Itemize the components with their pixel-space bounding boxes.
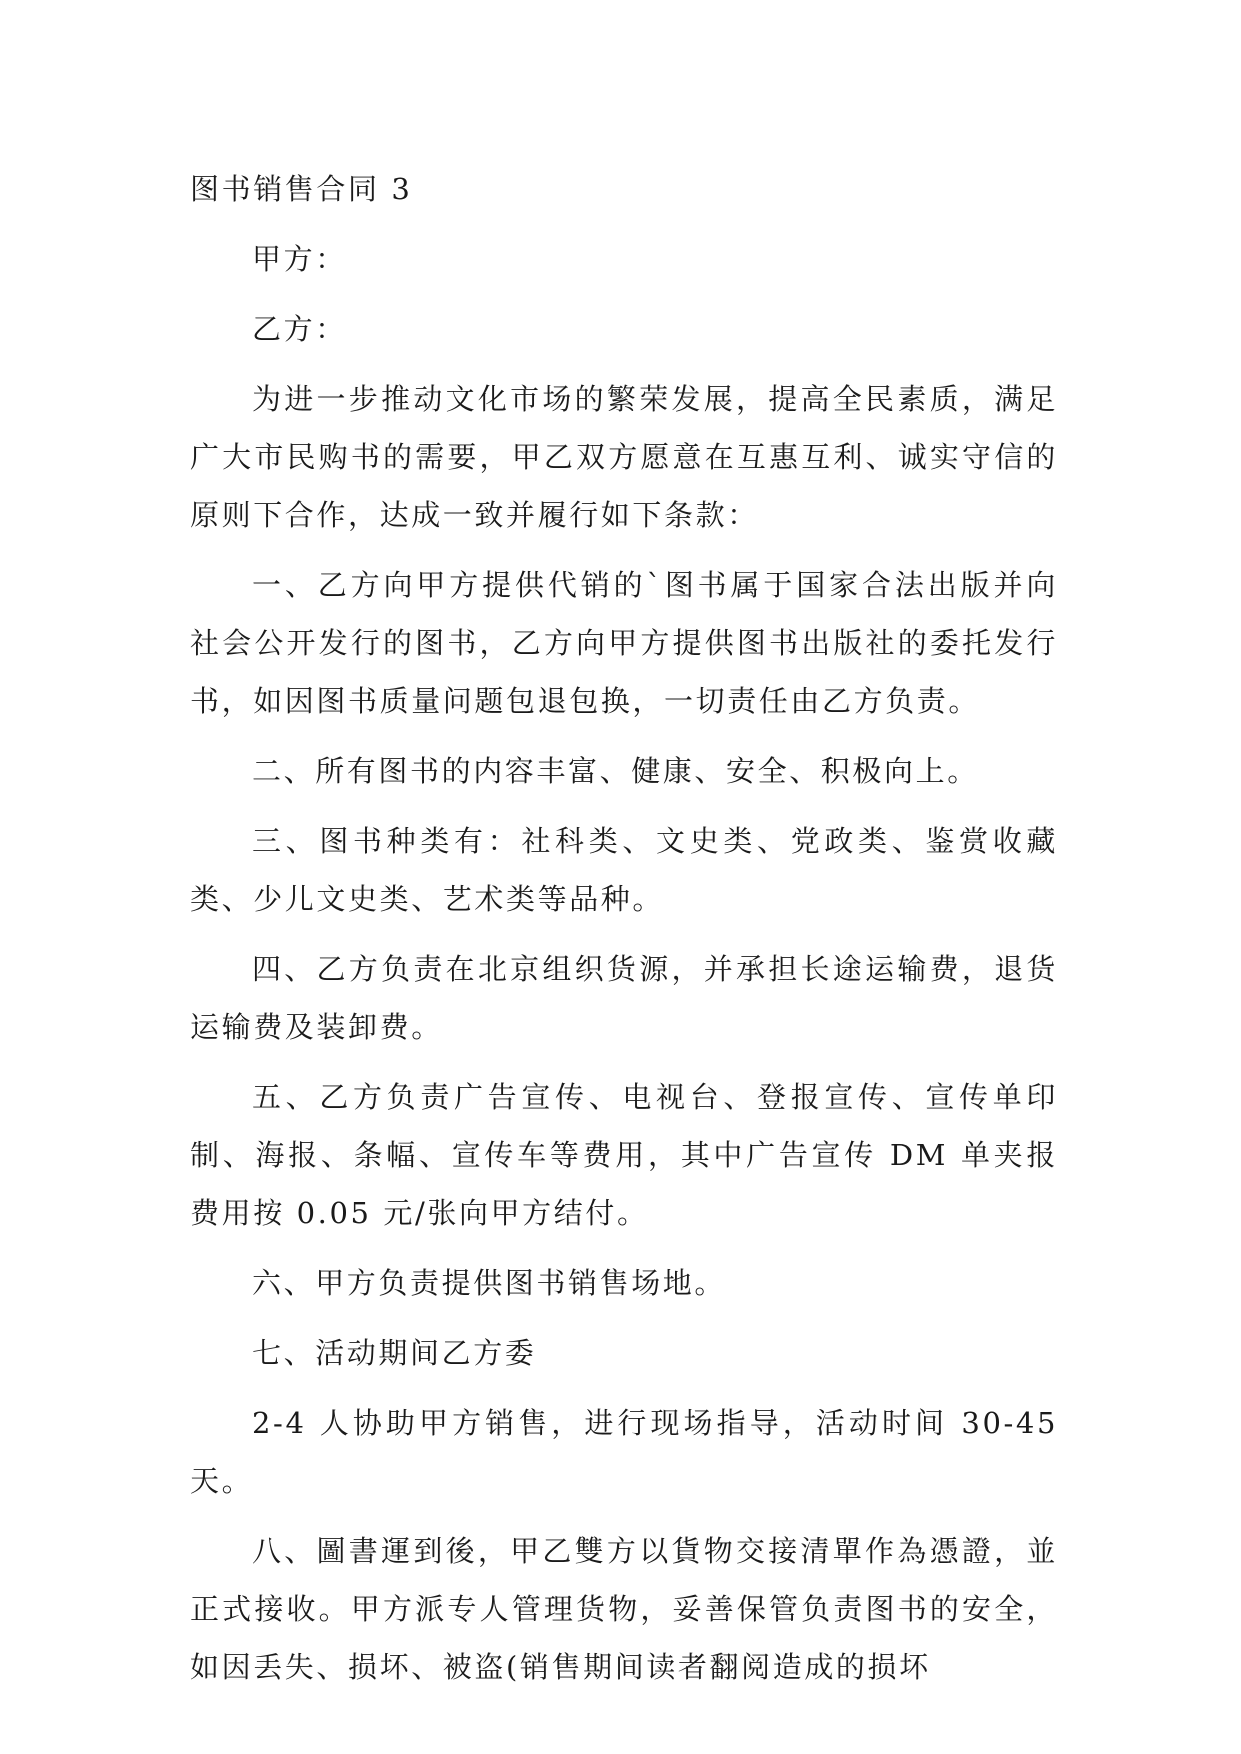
document-title: 图书销售合同 3 — [190, 172, 413, 206]
preamble-paragraph: 为进一步推动文化市场的繁荣发展，提高全民素质，满足广大市民购书的需要，甲乙双方愿意在互惠互利、诚实守信的原则下合作，达成一致并履行如下条款： — [190, 382, 1058, 532]
clause-6: 六、甲方负责提供图书销售场地。 — [252, 1266, 727, 1300]
document-body — [190, 160, 1058, 1696]
clause-4: 四、乙方负责在北京组织货源，并承担长途运输费，退货运输费及装卸费。 — [190, 952, 1058, 1044]
clause-2: 二、所有图书的内容丰富、健康、安全、积极向上。 — [252, 754, 979, 788]
party-b-line: 乙方： — [252, 312, 347, 346]
clause-3: 三、图书种类有：社科类、文史类、党政类、鉴赏收藏类、少儿文史类、艺术类等品种。 — [190, 824, 1058, 916]
clause-7: 七、活动期间乙方委 — [252, 1336, 537, 1370]
clause-7-continued: 2-4 人协助甲方销售，进行现场指导，活动时间 30-45 天。 — [190, 1406, 1058, 1498]
clause-5: 五、乙方负责广告宣传、电视台、登报宣传、宣传单印制、海报、条幅、宣传车等费用，其中广告宣传 DM 单夹报费用按 0.05 元/张向甲方结付。 — [190, 1080, 1058, 1230]
clause-1: 一、乙方向甲方提供代销的`图书属于国家合法出版并向社会公开发行的图书，乙方向甲方提供图书出版社的委托发行书，如因图书质量问题包退包换，一切责任由乙方负责。 — [190, 568, 1058, 718]
party-a-line: 甲方： — [252, 242, 347, 276]
clause-8: 八、圖書運到後，甲乙雙方以貨物交接清單作為憑證，並正式接收。甲方派专人管理货物，妥善保管负责图书的安全，如因丢失、损坏、被盗(销售期间读者翻阅造成的损坏 — [190, 1534, 1058, 1684]
